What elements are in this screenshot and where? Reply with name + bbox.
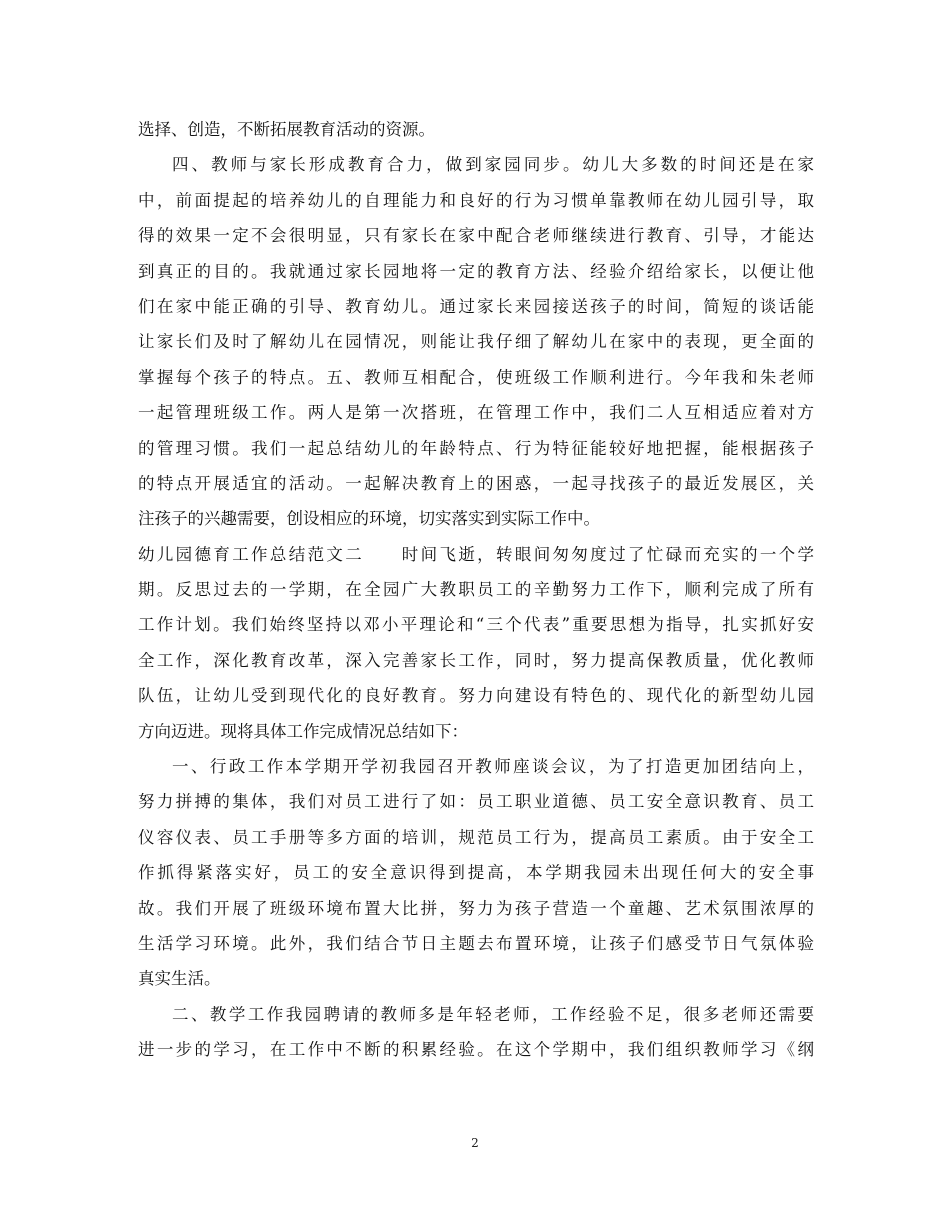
text-line: 队伍，让幼儿受到现代化的良好教育。努力向建设有特色的、现代化的新型幼儿园 [138,686,814,706]
text-line: 作抓得紧落实好，员工的安全意识得到提高，本学期我园未出现任何大的安全事 [138,863,814,883]
document-body [138,112,814,1068]
text-line: 方向迈进。现将具体工作完成情况总结如下： [138,721,468,741]
text-line: 让家长们及时了解幼儿在园情况，则能让我仔细了解幼儿在家中的表现，更全面的 [138,332,814,352]
text-line: 仪容仪表、员工手册等多方面的培训，规范员工行为，提高员工素质。由于安全工 [138,827,814,847]
text-line: 真实生活。 [138,969,221,989]
text-line: 幼儿园德育工作总结范文二 时间飞逝，转眼间匆匆度过了忙碌而充实的一个学 [138,544,814,564]
text-line: 们在家中能正确的引导、教育幼儿。通过家长来园接送孩子的时间，简短的谈话能 [138,296,814,316]
text-line: 工作计划。我们始终坚持以邓小平理论和“三个代表”重要思想为指导，扎实抓好安 [138,615,814,635]
text-line: 二、教学工作我园聘请的教师多是年轻老师，工作经验不足，很多老师还需要 [172,1004,814,1024]
text-line: 的管理习惯。我们一起总结幼儿的年龄特点、行为特征能较好地把握，能根据孩子 [138,438,814,458]
text-line: 全工作，深化教育改革，深入完善家长工作，同时，努力提高保教质量，优化教师 [138,650,814,670]
text-line: 生活学习环境。此外，我们结合节日主题去布置环境，让孩子们感受节日气氛体验 [138,933,814,953]
text-line: 努力拼搏的集体，我们对员工进行了如：员工职业道德、员工安全意识教育、员工 [138,792,814,812]
text-line: 得的效果一定不会很明显，只有家长在家中配合老师继续进行教育、引导，才能达 [138,226,814,246]
text-line: 期。反思过去的一学期，在全园广大教职员工的辛勤努力工作下，顺利完成了所有 [138,580,814,600]
text-line: 四、教师与家长形成教育合力，做到家园同步。幼儿大多数的时间还是在家 [172,155,814,175]
text-line: 一、行政工作本学期开学初我园召开教师座谈会议，为了打造更加团结向上， [172,757,814,777]
text-line: 到真正的目的。我就通过家长园地将一定的教育方法、经验介绍给家长，以便让他 [138,261,814,281]
text-line: 故。我们开展了班级环境布置大比拼，努力为孩子营造一个童趣、艺术氛围浓厚的 [138,898,814,918]
text-line: 中，前面提起的培养幼儿的自理能力和良好的行为习惯单靠教师在幼儿园引导，取 [138,190,814,210]
text-line: 一起管理班级工作。两人是第一次搭班，在管理工作中，我们二人互相适应着对方 [138,403,814,423]
text-line: 的特点开展适宜的活动。一起解决教育上的困惑，一起寻找孩子的最近发展区，关 [138,473,814,493]
text-line: 注孩子的兴趣需要，创设相应的环境，切实落实到实际工作中。 [138,509,600,529]
text-line: 掌握每个孩子的特点。五、教师互相配合，使班级工作顺利进行。今年我和朱老师 [138,367,814,387]
text-line: 进一步的学习，在工作中不断的积累经验。在这个学期中，我们组织教师学习《纲 [138,1040,814,1060]
page-number: 2 [471,1136,479,1150]
text-line: 选择、创造，不断拓展教育活动的资源。 [138,120,435,139]
